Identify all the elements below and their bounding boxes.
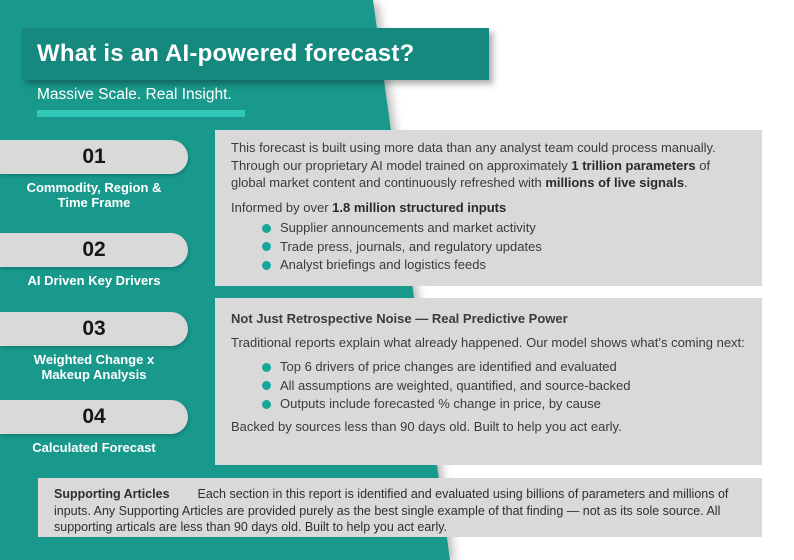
supporting-articles-body: Each section in this report is identified and evaluated using billions of parameters and millions of inputs. Any Supporting Articles are provided purely as the best single example of that finding — not as its sole source. All supporting articals are less than 90 days old. Built to help you act early. (54, 487, 729, 534)
input-bullet-3: Analyst briefings and logistics feeds (280, 257, 486, 273)
output-bullet-2: All assumptions are weighted, quantified, and source-backed (280, 377, 631, 393)
trillion-parameters-highlight: 1 trillion parameters (571, 157, 696, 173)
data-scale-text: This forecast is built using more data than any analyst team could process manually. Through our proprietary AI model trained on approximately (231, 140, 716, 173)
predictive-power-panel (215, 298, 762, 465)
bullet-dot-icon (262, 224, 271, 233)
list-item (262, 377, 746, 395)
data-scale-text-2: of global market content and continuously refreshed with (231, 157, 711, 191)
data-scale-text-3: . (684, 175, 688, 191)
bullet-dot-icon (262, 400, 271, 409)
bullet-dot-icon (262, 261, 271, 270)
supporting-articles-title: Supporting Articles (54, 487, 170, 501)
page-subtitle: Massive Scale. Real Insight. (37, 86, 232, 103)
predictive-power-heading: Not Just Retrospective Noise — Real Predictive Power (231, 311, 568, 326)
structured-inputs-text: Informed by over (231, 199, 333, 215)
inputs-bullet-list (231, 219, 746, 274)
step-3-number: 03 (82, 317, 106, 340)
step-1-number: 01 (82, 145, 106, 168)
step-2-number: 02 (82, 238, 106, 261)
data-scale-paragraph (231, 139, 746, 192)
step-2 (0, 233, 188, 288)
step-1-label: Commodity, Region & Time Frame (26, 180, 162, 211)
structured-inputs-highlight: 1.8 million structured inputs (332, 199, 507, 215)
step-3 (0, 312, 188, 383)
subtitle-underline (37, 110, 245, 117)
step-1 (0, 140, 188, 211)
bullet-dot-icon (262, 363, 271, 372)
step-1-number-pill (0, 140, 188, 174)
step-3-label: Weighted Change x Makeup Analysis (33, 352, 155, 383)
predictive-power-intro: Traditional reports explain what already happened. Our model shows what’s coming next: (231, 334, 745, 350)
model-output-bullet-list (231, 358, 746, 413)
sources-freshness-line: Backed by sources less than 90 days old. Built to help you act early. (231, 419, 622, 435)
data-scale-panel (215, 130, 762, 286)
supporting-articles-panel (38, 478, 762, 537)
live-signals-highlight: millions of live signals (545, 175, 685, 191)
input-bullet-1: Supplier announcements and market activity (280, 220, 536, 236)
list-item (262, 219, 746, 237)
structured-inputs-line (231, 199, 746, 217)
page-title: What is an AI-powered forecast? (37, 40, 415, 67)
list-item (262, 256, 746, 274)
page-title-box (22, 28, 489, 80)
output-bullet-1: Top 6 drivers of price changes are identified and evaluated (280, 359, 617, 375)
input-bullet-2: Trade press, journals, and regulatory updates (280, 238, 542, 254)
list-item (262, 238, 746, 256)
step-2-number-pill (0, 233, 188, 267)
step-3-number-pill (0, 312, 188, 346)
step-4 (0, 400, 188, 455)
step-2-label: AI Driven Key Drivers (27, 273, 161, 288)
list-item (262, 395, 746, 413)
output-bullet-3: Outputs include forecasted % change in price, by cause (280, 396, 601, 411)
bullet-dot-icon (262, 242, 271, 251)
bullet-dot-icon (262, 381, 271, 390)
list-item (262, 358, 746, 376)
step-4-number: 04 (82, 405, 106, 428)
step-4-label: Calculated Forecast (32, 440, 156, 455)
step-4-number-pill (0, 400, 188, 434)
